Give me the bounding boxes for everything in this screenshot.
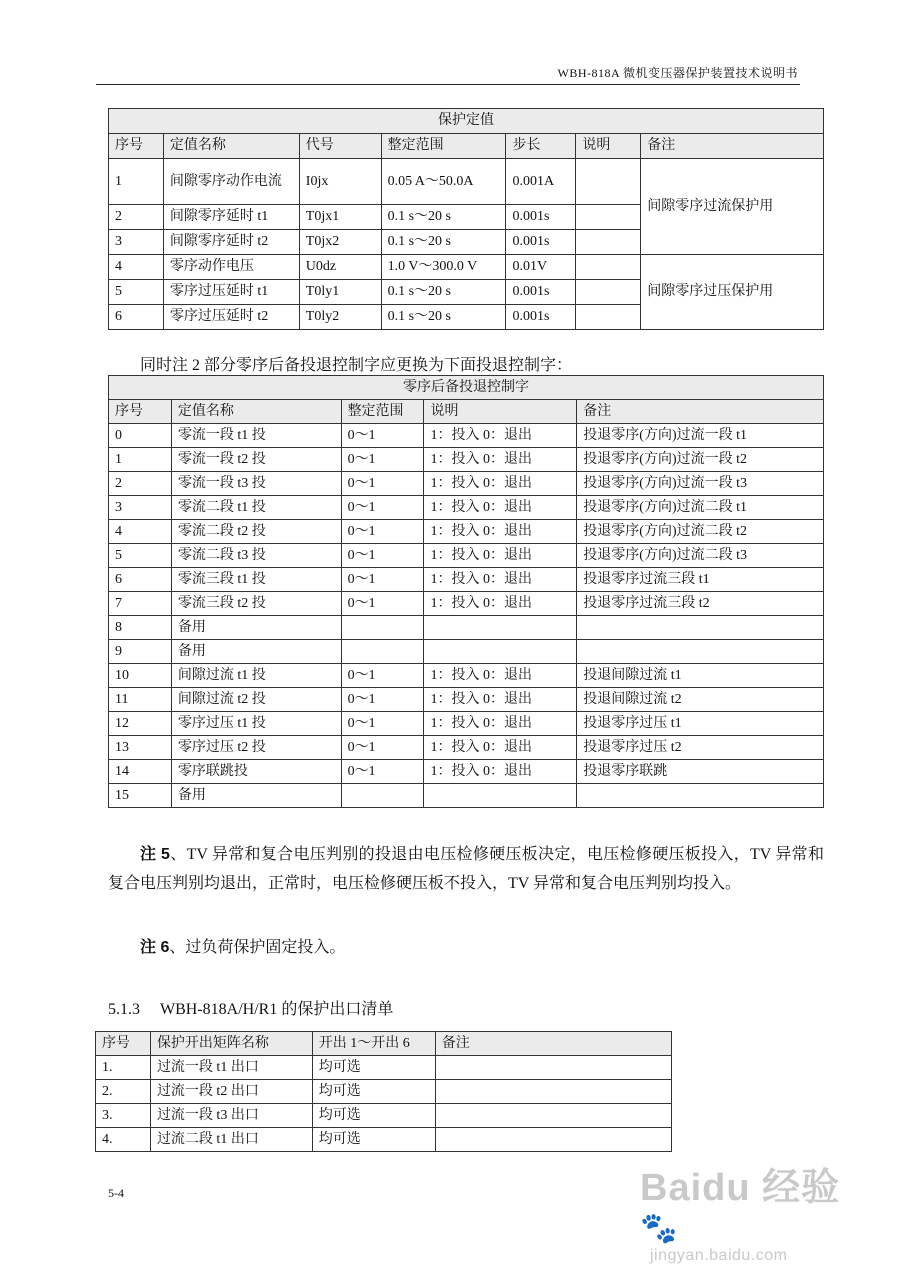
intro-line: 同时注 2 部分零序后备投退控制字应更换为下面投退控制字： [140,357,573,374]
table-row [109,760,824,784]
cell-remark: 间隙零序过流保护用 [641,159,824,255]
note-label: 注 5 [140,846,170,863]
cell-remark: 投退零序联跳 [577,760,824,784]
cell-name: 零流二段 t2 投 [171,520,341,544]
cell-no: 14 [109,760,172,784]
cell-remark: 投退零序(方向)过流二段 t2 [577,520,824,544]
cell-desc: 1：投入 0：退出 [424,736,577,760]
cell-step: 0.01V [506,255,576,280]
table-row [109,544,824,568]
cell-desc: 1：投入 0：退出 [424,496,577,520]
cell-desc: 1：投入 0：退出 [424,664,577,688]
column-header: 步长 [506,134,576,159]
section-heading [108,996,393,1019]
note-text: 、过负荷保护固定投入。 [169,939,346,956]
cell-remark [577,640,824,664]
cell-range: 0～1 [341,424,424,448]
cell-range [341,784,424,808]
paw-icon: 🐾 [640,1212,678,1245]
column-header: 说明 [576,134,641,159]
section-number: 5.1.3 [108,1001,140,1018]
cell-range: 0.1 s～20 s [381,230,506,255]
cell-desc: 1：投入 0：退出 [424,472,577,496]
cell-code: T0ly2 [299,305,381,330]
table-row [109,664,824,688]
cell-range [341,640,424,664]
table-row [96,1080,672,1104]
cell-name: 间隙零序延时 t2 [163,230,299,255]
cell-desc: 1：投入 0：退出 [424,592,577,616]
cell-no: 2 [109,472,172,496]
cell-name: 零流三段 t2 投 [171,592,341,616]
cell-name: 零序动作电压 [163,255,299,280]
table-row [109,568,824,592]
note-text: 、TV 异常和复合电压判别的投退由电压检修硬压板决定，电压检修硬压板投入，TV 异常和复合电压判别均退出，正常时，电压检修硬压板不投入，TV 异常和复合电压判别均投入。 [108,846,824,892]
note-5 [108,840,824,898]
watermark-url: jingyan.baidu.com [650,1247,788,1264]
cell-no: 0 [109,424,172,448]
cell-no: 7 [109,592,172,616]
cell-name: 备用 [171,640,341,664]
table-header-row [96,1032,672,1056]
cell-range: 0～1 [341,760,424,784]
protection-settings-table [108,108,824,330]
cell-remark [435,1080,671,1104]
cell-remark: 投退零序(方向)过流一段 t1 [577,424,824,448]
table-row [109,472,824,496]
cell-desc: 1：投入 0：退出 [424,448,577,472]
cell-desc: 1：投入 0：退出 [424,712,577,736]
cell-remark [577,784,824,808]
cell-desc: 1：投入 0：退出 [424,520,577,544]
cell-desc: 1：投入 0：退出 [424,568,577,592]
cell-desc [576,159,641,205]
cell-no: 2. [96,1080,151,1104]
cell-name: 间隙零序延时 t1 [163,205,299,230]
cell-no: 1 [109,448,172,472]
cell-value: 均可选 [312,1104,435,1128]
cell-desc [424,616,577,640]
table-row [109,736,824,760]
cell-desc: 1：投入 0：退出 [424,760,577,784]
table-header-row [109,400,824,424]
cell-remark: 投退零序过压 t1 [577,712,824,736]
cell-desc [424,784,577,808]
cell-range: 0～1 [341,496,424,520]
cell-step: 0.001A [506,159,576,205]
cell-remark: 间隙零序过压保护用 [641,255,824,330]
cell-remark [577,616,824,640]
cell-remark [435,1128,671,1152]
cell-code: I0jx [299,159,381,205]
cell-range: 0.05 A～50.0A [381,159,506,205]
cell-range: 0～1 [341,472,424,496]
cell-name: 零序过压延时 t1 [163,280,299,305]
page-header [96,62,800,85]
column-header: 保护开出矩阵名称 [150,1032,312,1056]
cell-name: 零流二段 t1 投 [171,496,341,520]
column-header: 序号 [109,134,164,159]
cell-no: 10 [109,664,172,688]
table-row [109,784,824,808]
column-header: 定值名称 [171,400,341,424]
cell-remark [435,1104,671,1128]
control-word-table [108,375,824,808]
cell-no: 4 [109,520,172,544]
cell-range: 0～1 [341,712,424,736]
document-title: WBH-818A 微机变压器保护装置技术说明书 [557,66,798,80]
table-row [109,640,824,664]
cell-desc: 1：投入 0：退出 [424,424,577,448]
cell-remark: 投退零序过流三段 t1 [577,568,824,592]
cell-range: 0.1 s～20 s [381,205,506,230]
table-row [109,616,824,640]
cell-desc [576,305,641,330]
table-row [109,424,824,448]
cell-range: 0.1 s～20 s [381,280,506,305]
column-header: 备注 [435,1032,671,1056]
note-label: 注 6 [140,939,170,956]
table-row [109,688,824,712]
table-caption: 保护定值 [109,109,824,134]
cell-name: 零流一段 t2 投 [171,448,341,472]
table-row [109,712,824,736]
cell-value: 均可选 [312,1080,435,1104]
cell-no: 6 [109,568,172,592]
cell-step: 0.001s [506,305,576,330]
cell-no: 3 [109,230,164,255]
cell-no: 1. [96,1056,151,1080]
cell-no: 12 [109,712,172,736]
cell-range: 0～1 [341,664,424,688]
section-title: WBH-818A/H/R1 的保护出口清单 [160,1001,394,1018]
note-6 [108,933,824,962]
cell-range: 0～1 [341,736,424,760]
cell-step: 0.001s [506,205,576,230]
cell-no: 3 [109,496,172,520]
cell-range: 1.0 V～300.0 V [381,255,506,280]
cell-no: 4. [96,1128,151,1152]
cell-step: 0.001s [506,230,576,255]
cell-name: 零流三段 t1 投 [171,568,341,592]
column-header: 说明 [424,400,577,424]
cell-name: 零流一段 t1 投 [171,424,341,448]
column-header: 定值名称 [163,134,299,159]
cell-no: 1 [109,159,164,205]
cell-no: 9 [109,640,172,664]
table-row [96,1128,672,1152]
table-row [109,255,824,280]
cell-remark: 投退零序过流三段 t2 [577,592,824,616]
table-caption: 零序后备投退控制字 [109,376,824,400]
table-row [109,496,824,520]
cell-desc: 1：投入 0：退出 [424,688,577,712]
cell-range [341,616,424,640]
cell-code: U0dz [299,255,381,280]
cell-desc [576,255,641,280]
cell-no: 11 [109,688,172,712]
cell-desc [576,230,641,255]
cell-name: 零序过压 t1 投 [171,712,341,736]
cell-code: T0ly1 [299,280,381,305]
table-row [109,592,824,616]
cell-name: 间隙零序动作电流 [163,159,299,205]
cell-name: 零序过压 t2 投 [171,736,341,760]
cell-range: 0～1 [341,592,424,616]
cell-no: 15 [109,784,172,808]
cell-desc [576,205,641,230]
cell-remark [435,1056,671,1080]
cell-desc [424,640,577,664]
cell-no: 2 [109,205,164,230]
cell-remark: 投退间隙过流 t1 [577,664,824,688]
cell-no: 13 [109,736,172,760]
cell-desc: 1：投入 0：退出 [424,544,577,568]
cell-range: 0～1 [341,520,424,544]
table-row [109,448,824,472]
page-number: 5-4 [108,1186,124,1200]
cell-name: 备用 [171,784,341,808]
cell-remark: 投退零序(方向)过流二段 t3 [577,544,824,568]
cell-name: 过流二段 t1 出口 [150,1128,312,1152]
column-header: 序号 [96,1032,151,1056]
cell-remark: 投退间隙过流 t2 [577,688,824,712]
column-header: 序号 [109,400,172,424]
table-row [96,1056,672,1080]
cell-remark: 投退零序(方向)过流一段 t2 [577,448,824,472]
cell-desc [576,280,641,305]
cell-range: 0.1 s～20 s [381,305,506,330]
cell-no: 6 [109,305,164,330]
column-header: 整定范围 [341,400,424,424]
column-header: 代号 [299,134,381,159]
table-row [109,159,824,205]
table-row [109,520,824,544]
cell-range: 0～1 [341,568,424,592]
cell-name: 间隙过流 t1 投 [171,664,341,688]
cell-name: 间隙过流 t2 投 [171,688,341,712]
watermark [640,1156,850,1264]
cell-no: 8 [109,616,172,640]
cell-remark: 投退零序过压 t2 [577,736,824,760]
cell-name: 过流一段 t1 出口 [150,1056,312,1080]
cell-remark: 投退零序(方向)过流一段 t3 [577,472,824,496]
column-header: 备注 [641,134,824,159]
cell-name: 零序过压延时 t2 [163,305,299,330]
cell-value: 均可选 [312,1128,435,1152]
watermark-brand: Baidu 经验 [640,1167,841,1209]
cell-range: 0～1 [341,448,424,472]
table-row [96,1104,672,1128]
cell-value: 均可选 [312,1056,435,1080]
cell-code: T0jx2 [299,230,381,255]
column-header: 备注 [577,400,824,424]
table-header-row [109,134,824,159]
cell-name: 过流一段 t3 出口 [150,1104,312,1128]
cell-no: 5 [109,280,164,305]
cell-step: 0.001s [506,280,576,305]
cell-name: 备用 [171,616,341,640]
cell-name: 零序联跳投 [171,760,341,784]
cell-range: 0～1 [341,544,424,568]
cell-no: 5 [109,544,172,568]
cell-name: 零流二段 t3 投 [171,544,341,568]
column-header: 整定范围 [381,134,506,159]
cell-no: 3. [96,1104,151,1128]
cell-no: 4 [109,255,164,280]
cell-name: 过流一段 t2 出口 [150,1080,312,1104]
output-list-table [95,1031,672,1152]
cell-name: 零流一段 t3 投 [171,472,341,496]
cell-code: T0jx1 [299,205,381,230]
cell-range: 0～1 [341,688,424,712]
cell-remark: 投退零序(方向)过流二段 t1 [577,496,824,520]
column-header: 开出 1～开出 6 [312,1032,435,1056]
